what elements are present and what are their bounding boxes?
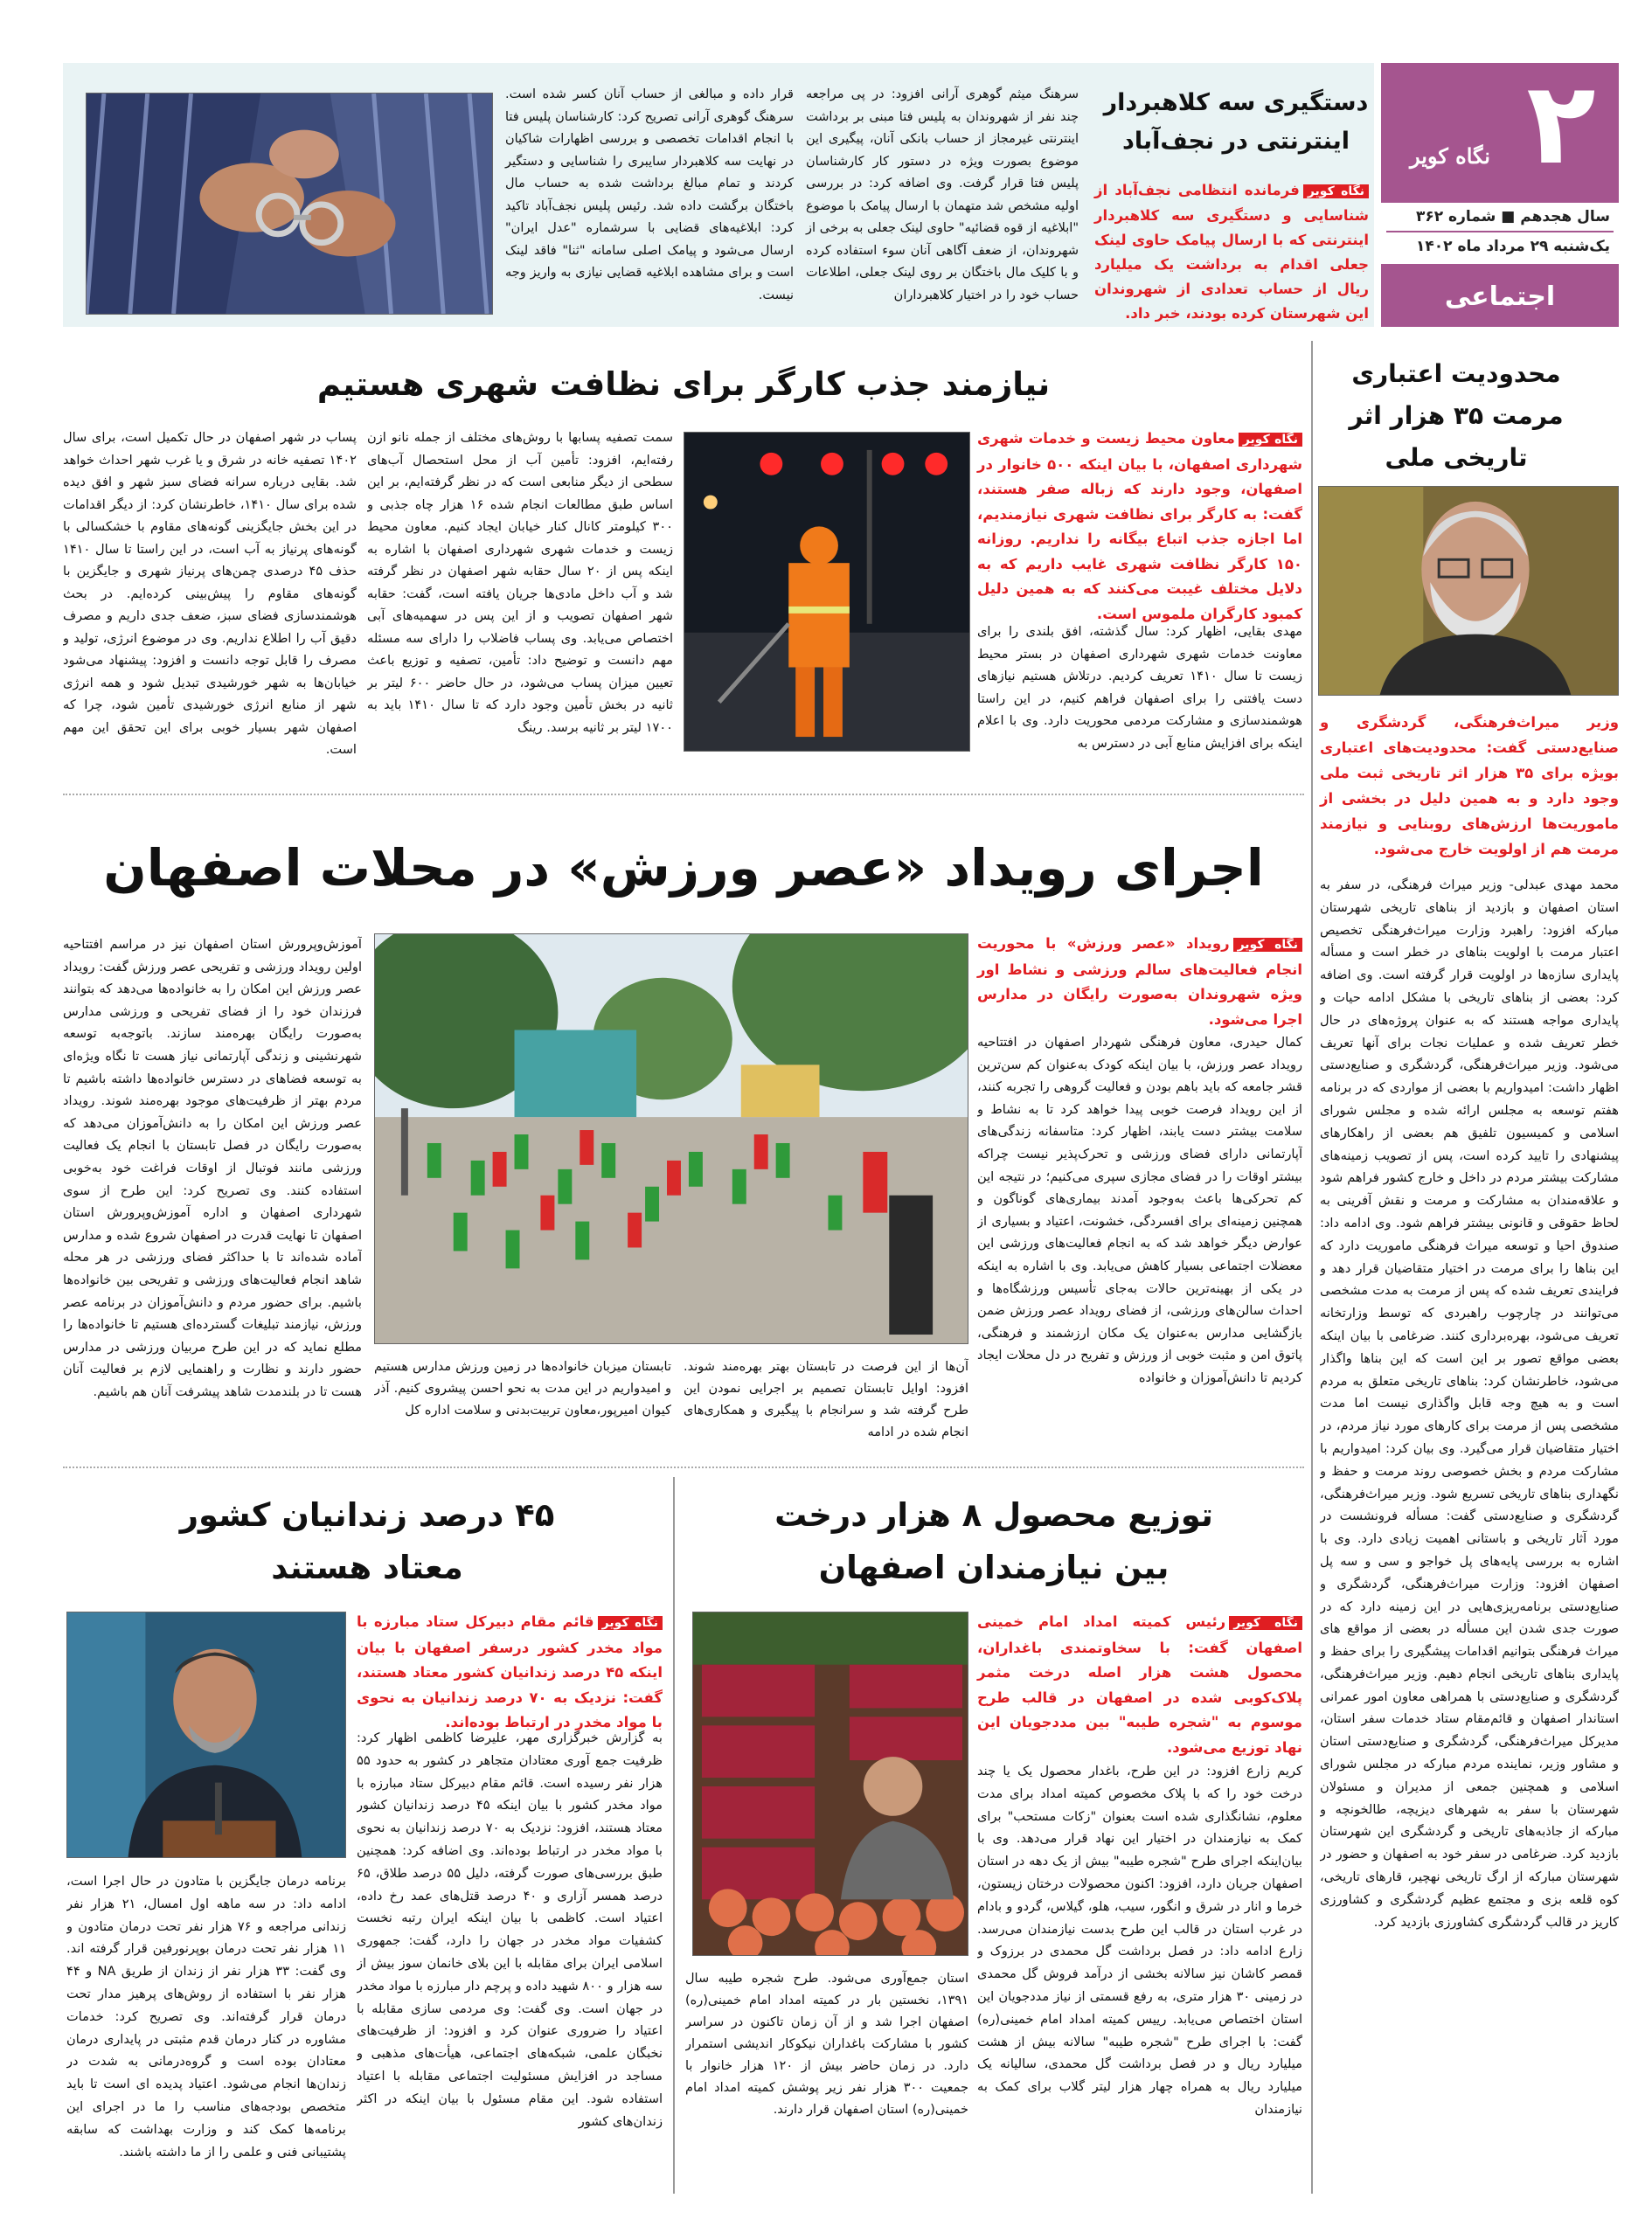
lead-text: فرمانده انتظامی نجف‌آباد از شناسایی و دستگیری سه کلاهبردار اینترنتی که با ارسال پیامک حاوی لینک جعلی اقدام به برداشت یک میلیارد ریال از حساب تعدادی از شهروندان این شهرستان کرده بودند، خبر داد. <box>1094 182 1369 322</box>
separator <box>63 794 1304 795</box>
source-tag: نگاه کویر <box>1233 938 1302 952</box>
lead-text: رویداد «عصر ورزش» با محوریت انجام فعالیت‌های سالم ورزشی و نشاط اور ویژه شهروندان به‌صورت رایگان در مدارس اجرا می‌شود. <box>977 935 1302 1028</box>
trees-title-line-1: توزیع محصول ۸ هزار درخت <box>774 1496 1213 1534</box>
source-tag: نگاه کویر <box>598 1616 663 1630</box>
page-number: ۲ <box>1526 57 1596 190</box>
source-tag: نگاه کویر <box>1229 1616 1302 1630</box>
issue-line-2: یک‌شنبه ۲۹ مرداد ماه ۱۴۰۲ <box>1416 238 1610 255</box>
source-tag: نگاه کویر <box>1239 433 1302 447</box>
lead-text: معاون محیط زیست و خدمات شهری شهرداری اصفهان، با بیان اینکه ۵۰۰ خانوار در اصفهان، وجود دارند که زباله صفر هستند، گفت: به کارگر برای نظافت شهری نیازمندیم، اما اجازه جذب اتباع بیگانه را نداریم. روزانه ۱۵۰ کارگر نظافت شهری غایب داریم که به دلایل مختلف غیبت می‌کنند که به همین دلیل کمبود کارگران ملموس است. <box>977 430 1302 622</box>
top-story-title: دستگیری سه کلاهبردار اینترنتی در نجف‌آباد <box>1103 89 1369 155</box>
top-story-col-2: قرار داده و مبالغی از حساب آنان کسر شده است. سرهنگ گوهری آرانی تصریح کرد: کارشناسان پلیس فتا با انجام اقدامات تخصصی و بررسی اظهارات شاکیان در نهایت سه کلاهبردار سایبری را شناسایی و دستگیر کردند و تمام مبالغ برداشت شده به حساب مال باختگان برگشت داده شد. رئیس پلیس نجف‌آباد تاکید کرد: ابلاغیه‌های قضایی با سرشماره "عدل ایران" ارسال می‌شود و پیامک اصلی سامانه "ثنا" فاقد لینک است و برای مشاهده ابلاغیه قضایی نیازی به واریز وجه نیست. <box>505 87 794 302</box>
cleaning-lead <box>977 426 1302 627</box>
prisoners-title-line-2: معتاد هستند <box>271 1549 463 1586</box>
sport-title: اجرای رویداد «عصر ورزش» در محلات اصفهان <box>103 838 1264 898</box>
trees-lead <box>977 1610 1302 1760</box>
arrest-photo <box>86 93 493 315</box>
prisoners-lead <box>357 1610 663 1736</box>
sidebar-title: محدودیت اعتباری مرمت ۳۵ هزار اثر تاریخی ملی <box>1349 359 1564 472</box>
sport-col-1: کمال حیدری، معاون فرهنگی شهردار اصفهان در افتتاحیه رویداد عصر ورزش، با بیان اینکه کودک به‌عنوان کم سن‌ترین قشر جامعه که باید باهم بودن و فعالیت گروهی را تجربه کنند، از این رویداد فرصت خوبی پیدا خواهد کرد تا به نشاط و سلامت بیشتر دست یابند، اظهار کرد: متاسفانه زندگی‌های آپارتمانی دارای فضای ورزشی و تحرک‌پذیر نیست چراکه بیشتر اوقات را در فضای مجازی سپری می‌کنیم؛ در نتیجه این کم تحرکی‌ها باعث به‌وجود آمدند بیماری‌های گوناگون و همچنین زمینه‌ای برای افسردگی، خشونت، اعتیاد و بسیاری از عوارض دیگر خواهد شد که به انجام فعالیت‌های ورزشی این معضلات اجتماعی بسیار کاهش می‌یابد. وی با اشاره به اینکه در یکی از بهینه‌ترین حالات به‌جای تأسیس ورزشگاه‌ها و احداث سالن‌های ورزشی، از فضای رویداد عصر ورزش ضمن بازگشایی مدارس به‌عنوان یک مکان ارزشمند و فرهنگی، پاتوق امن و مثبت خوبی از ورزش و تفریح در دل محلات ایجاد کردیم تا دانش‌آموزان و خانواده <box>977 1035 1302 1385</box>
prisoners-title-line-1: ۴۵ درصد زندانیان کشور <box>179 1496 555 1534</box>
issue-box <box>1381 203 1619 264</box>
cleaning-col-1: مهدی بقایی، اظهار کرد: سال گذشته، افق بلندی را برای معاونت خدمات شهری شهرداری اصفهان در بستر محیط زیست تا سال ۱۴۱۰ تعریف کردیم. درتلاش هستیم نیازهای دست یافتنی را برای اصفهان فراهم کنیم، در این راستا هوشمندسازی و مشارکت مردمی محوریت دارد. وی با اعلام اینکه برای افزایش منابع آبی در دسترس به <box>977 624 1302 751</box>
prisoners-col-2: برنامه درمان جایگزین با متادون در حال اجرا است، ادامه داد: در سه ماهه اول امسال، ۲۱ هزار نفر زندانی مراجعه و ۷۶ هزار نفر تحت درمان متادون و ۱۱ هزار نفر تحت درمان بوپرنورفین قرار گرفته اند. وی گفت: ۳۳ هزار نفر از زندان از طریق NA و ۴۴ هزار نفر با استفاده از روش‌های پرهیز مدار تحت درمان قرار گرفته‌اند. وی تصریح کرد: خدمات مشاوره در کنار درمان قدم مثبتی در پایداری درمان معتادان بوده است و گروه‌درمانی به شدت در زندان‌ها انجام می‌شود. اعتیاد پدیده ای است تا باید متخصص بودجه‌های مناسب را ما در اجرای این برنامه‌ها کمک کند و وزارت بهداشت که سابقه پشتیبانی فنی و علمی را از ما داشته باشند. <box>66 1874 346 2160</box>
cleaning-col-3: پساب در شهر اصفهان در حال تکمیل است، برای سال ۱۴۰۲ تصفیه خانه در شرق و یا غرب شهر احداث خواهد شد. بقایی درباره سرانه فضای سبز شهر و افق دیده شده برای سال ۱۴۱۰، خاطرنشان کرد: از دیگر اقدامات در این بخش جایگزینی گونه‌های مقاوم با خشکسالی با گونه‌های پرنیاز به آب است، در این راستا تا سال ۱۴۱۰ حذف ۴۵ درصدی چمن‌های پرنیاز شهری و جایگزین با گونه‌های مقاوم را پیش‌بینی کرده‌ایم. در بحث هوشمندسازی فضای سبز، ضعف جدی داریم و مصرف دقیق آب را اطلاع نداریم. وی در موضوع انرژی، تولید و مصرف را قابل توجه دانست و افزود: پیشنهاد می‌شود خیابان‌ها به شهر خورشیدی تبدیل شود و همه انرژی شهر از منابع انرژی خورشیدی تأمین شود، چرا که اصفهان شهر بسیار خوبی برای این تحقق این مهم است. <box>63 430 357 757</box>
top-story-col-1: سرهنگ میثم گوهری آرانی افزود: در پی مراجعه چند نفر از شهروندان به پلیس فتا مبنی بر برداشت اینترنتی غیرمجاز از حساب بانکی آنان، پیگیری این موضوع بصورت ویژه در دستور کار کارشناسان پلیس فتا قرار گرفت. وی اضافه کرد: در بررسی اولیه مشخص شد متهمان با ارسال پیامک با موضوع "ابلاغیه از قوه قضائیه" حاوی لینک جعلی به برخی از شهروندان، از ضعف آگاهی آنان سوء استفاده کرده و با کلیک مال باختگان بر روی لینک جعلی، اطلاعات حساب خود را در اختیار کلاهبرداران <box>806 87 1079 302</box>
issue-line-1: سال هجدهم ■ شماره ۳۶۲ <box>1415 208 1610 225</box>
logo: نگاه کویر <box>1410 143 1490 169</box>
trees-col-2: استان جمع‌آوری می‌شود. طرح شجره طیبه سال ۱۳۹۱، نخستین بار در کمیته امداد امام خمینی(ره) اصفهان اجرا شد و از آن زمان تاکنون در سراسر کشور با مشارکت باغداران نیکوکار اندیشی استمرار دارد. در زمان حاضر بیش از ۱۲۰ هزار خانوار با جمعیت ۳۰۰ هزار نفر زیر پوشش کمیته امداد امام خمینی(ره) استان اصفهان قرار دارند. <box>685 1972 968 2117</box>
section-name: اجتماعی <box>1444 281 1556 312</box>
cleaning-title: نیازمند جذب کارگر برای نظافت شهری هستیم <box>316 365 1051 403</box>
lead-text: قائم مقام دبیرکل ستاد مبارزه با مواد مخدر کشور درسفر اصفهان با بیان اینکه ۴۵ درصد زندانیان کشور معتاد هستند، گفت: نزدیک به ۷۰ درصد زندانیان به نحوی با مواد مخدر در ارتباط بوده‌اند. <box>357 1613 663 1730</box>
sidebar-body: محمد مهدی عبدلی- وزیر میراث فرهنگی، در سفر به استان اصفهان و بازدید از بناهای تاریخی شهرستان مبارکه افزود: راهبرد وزارت میراث‌فرهنگی تخصیص اعتبار مرمت با اولویت بناهای در خطر است و مسأله پایداری سازه‌ها در اولویت قرار گرفته است. وی اضافه کرد: بعضی از بناهای تاریخی با مشکل ادامه حیات و پایداری مواجه هستند که به عنوان پروژه‌های در حال خطر تعریف شده و عملیات نجات برای آنها تعریف می‌شود. وزیر میراث‌فرهنگی، گردشگری و صنایع‌دستی اظهار داشت: امیدواریم با بعضی از مواردی که در برنامه هفتم توسعه به مجلس ارائه شده و مجلس شورای اسلامی و کمیسیون تلفیق هم بعضی از راهکارهای پیشنهادی را تایید کرده است، پس از تصویب زمینه‌های مشارکت بیشتر مردم در داخل و خارج کشور فراهم شود و علاقه‌مندان به مشارکت و مرمت و نقش آفرینی به لحاظ حقوقی و قانونی بیشتر فراهم شود. وی ادامه داد: صندوق احیا و توسعه میراث فرهنگی ماموریت دارد که این بناها را برای مرمت در اختیار متقاضیان قرار دهد و فرایندی تعریف شده که پس از مرمت به مدت مشخصی می‌توانند در چارچوب راهبردی که توسط وزارتخانه تعریف می‌شود، بهره‌برداری کنند. ضرغامی با بیان اینکه بعضی مواقع تصور بر این است که این بناها واگذار می‌شود، خاطرنشان کرد: بناهای تاریخی متعلق به مردم است و به هیچ وجه قابل واگذاری نیست اما مدت مشخصی پس از مرمت برای کارهای مورد نیاز مردم، در اختیار متقاضیان قرار می‌گیرد. وی بیان کرد: امیدواریم با مشارکت مردم و بخش خصوصی روند مرمت و حفظ و نگهداری بناهای تاریخی تسریع شود. وزیر میراث‌فرهنگی، گردشگری و صنایع‌دستی گفت: مسأله فرونشست در مورد آثار تاریخی و باستانی اهمیت زیادی دارد. وی با اشاره به بررسی پایه‌های پل خواجو و سی و سه پل اصفهان افزود: وزارت میراث‌فرهنگی، گردشگری و صنایع‌دستی برنامه‌ریزی‌هایی در این زمینه دارد که در صورت جدی شدن این مسأله در بعضی از مواقع های میراث فرهنگی بتوانیم اقدامات پیشگیری را برای حفظ و پایداری بناهای تاریخی انجام دهیم. وزیر میراث‌فرهنگی، گردشگری و صنایع‌دستی با همراهی معاون امور عمرانی استاندار اصفهان و قائم‌مقام ستاد خدمات سفر استان، مدیرکل میراث‌فرهنگی، گردشگری و صنایع‌دستی استان و مشاور وزیر، نماینده مردم مبارکه در مجلس شورای اسلامی و همچنین جمعی از مدیران و مسئولان شهرستان با سفر به شهرهای دیزیچه، طالخونچه و مبارکه از جاذبه‌های تاریخی و گردشگری این شهرستان بازدید کرد. ضرغامی در سفر خود به اصفهان و حضور در شهرستان مبارکه از ارگ تاریخی نهچیر، قارهای تاریخی، کوه قلعه بزی و مجتمع عظیم گردشگری و کشاورزی کاریز در قالب گردشگری کشاورزی بازدید کرد. <box>1320 877 1619 1930</box>
trees-col-1: کریم زارع افزود: در این طرح، باغدار محصول یک یا چند درخت خود را که با پلاک مخصوص کمیته امداد برای مدت معلوم، نشانگذاری شده است بعنوان "زکات مستحب" برای کمک به نیازمندان در اختیار این نهاد قرار می‌دهد. وی با بیان‌اینکه اجرای طرح "شجره طیبه" بیش از یک دهه در استان اصفهان جریان دارد، افزود: اکنون محصولات درختان زیستون، خرما و انار در شرق و انگور، سیب، هلو، گیلاس، گردو و بادام در غرب استان در قالب این طرح بدست نیازمندان می‌رسد. زارع ادامه داد: در فصل برداشت گل محمدی در برزوک و قمصر کاشان نیز سالانه بخشی از درآمد فروش گل محمدی در زمینی ۳۰ هزار متری، به رفع قسمتی از نیاز مددجویان این استان اختصاص می‌یابد. رییس کمیته امداد امام خمینی(ره) گفت: با اجرای طرح "شجره طیبه" سالانه بیش از هشت میلیارد ریال و در فصل برداشت گل محمدی، سالیانه یک میلیارد ریال به همراه چهار هزار لیتر گلاب برای کمک به نیازمندان <box>977 1764 1302 2117</box>
sport-lead <box>977 932 1302 1032</box>
sport-col-3: تابستان میزبان خانواده‌ها در زمین ورزش مدارس هستیم و امیدواریم در این مدت به نحو احسن پیشروی کنیم. آذر کیوان امیرپور،معاون تربیت‌بدنی و سلامت اداره کل <box>374 1360 671 1418</box>
masthead <box>1381 57 1619 327</box>
separator <box>63 1467 1304 1468</box>
lead-text: رئیس کمیته امداد امام خمینی اصفهان گفت: با سخاوتمندی باغداران، محصول هشت هزار اصله درخت مثمر پلاک‌کوبی شده در اصفهان در قالب طرح موسوم به "شجره طیبه" بین مددجویان این نهاد توزیع می‌شود. <box>977 1613 1302 1756</box>
sports-event-photo <box>374 933 968 1344</box>
sport-col-4: آموزش‌وپرورش استان اصفهان نیز در مراسم افتتاحیه اولین رویداد ورزشی و تفریحی عصر ورزش گفت: رویداد عصر ورزش این امکان را به خانواده‌ها می‌دهد که بتوانند فرزندان خود را از فضای تفریحی و ورزشی مدارس به‌صورت رایگان بهره‌مند سازند. باتوجه‌به توسعه شهرنشینی و زندگی آپارتمانی نیاز هست تا نگاه ویژه‌ای به توسعه فضاهای در دسترس خانواده‌ها داشته باشیم تا مردم بهتر از ظرفیت‌های موجود بهره‌مند شوند. رویداد عصر ورزش این امکان را به دانش‌آموزان می‌دهد که به‌صورت رایگان در فصل تابستان با انجام یک فعالیت ورزشی مانند فوتبال از اوقات فراغت خود به‌خوبی استفاده کنند. وی تصریح کرد: این طرح از سوی شهرداری اصفهان و اداره آموزش‌وپرورش استان اصفهان تا نهایت قدرت در اصفهان شروع شده و مدارس آماده شده‌اند تا با حداکثر فضای ورزشی در هر محله شاهد انجام فعالیت‌های ورزشی و تفریحی بین خانواده‌ها باشیم. برای حضور مردم و دانش‌آموزان در برنامه عصر ورزش، نیازمند تبلیغات گسترده‌ای هستیم تا خانواده‌ها را مطلع نماید که در این طرح مربیان ورزشی در مدارس حضور دارند و نظارت و راهنمایی لازم بر فعالیت آنان هست تا در بلندمدت شاهد پیشرفت آنان هم باشیم. <box>63 937 362 1399</box>
sidebar-lead: وزیر میراث‌فرهنگی، گردشگری و صنایع‌دستی گفت: محدودیت‌های اعتباری بویژه برای ۳۵ هزار اثر تاریخی ثبت ملی وجود دارد و به همین دلیل در بخشی از ماموریت‌ها ارزش‌های روبنایی و نیازمند مرمت هم از اولویت خارج می‌شود. <box>1320 714 1619 857</box>
top-story-lead <box>1094 178 1369 326</box>
trees-title-line-2: بین نیازمندان اصفهان <box>818 1549 1170 1586</box>
cleaning-col-2: سمت تصفیه پسابها با روش‌های مختلف از جمله نانو ازن رفته‌ایم، افزود: تأمین آب از محل استحصال آب‌های سطحی از دیگر منابعی است که در نظر گرفته‌ایم، بر این اساس طبق مطالعات انجام شده ۱۶ هزار چاه جذبی و ۳۰۰ کیلومتر کانال کنار خیابان ایجاد کنیم. معاون محیط زیست و خدمات شهری شهرداری اصفهان با اشاره به اینکه پس از ۲۰ سال حقابه شهر اصفهان در نظر گرفته شد و آب داخل مادی‌ها جریان یافته است، گفت: حقابه شهر اصفهان تصویب و از این پس در سهمیه‌های آبی اختصاص می‌یابد. وی پساب فاضلاب را دارای سه مسئله مهم دانست و توضیح داد: تأمین، تصفیه و توزیع باعث تعیین میزان پساب می‌شود، در حال حاضر ۶۰۰ لیتر بر ثانیه در بخش تأمین وجود دارد که تا سال ۱۴۱۰ باید به ۱۷۰۰ لیتر بر ثانیه برسد. رینگ <box>367 430 673 735</box>
column-divider <box>1311 341 1313 2194</box>
column-divider <box>673 1477 675 2194</box>
fruit-harvest-photo <box>692 1612 968 1956</box>
official-portrait <box>66 1612 346 1858</box>
source-tag: نگاه کویر <box>1303 184 1369 198</box>
sport-col-2: آن‌ها از این فرصت در تابستان بهتر بهره‌مند شوند. افزود: اوایل تابستان تصمیم بر اجرایی نمودن این طرح گرفته شد و سرانجام با پیگیری و همکاری‌های انجام شده در ادامه <box>684 1360 968 1439</box>
street-cleaner-photo <box>684 432 970 752</box>
minister-portrait <box>1318 486 1619 696</box>
prisoners-col-1: به گزارش خبرگزاری مهر، علیرضا کاظمی اظهار کرد: ظرفیت جمع آوری معتادان متجاهر در کشور به حدود ۵۵ هزار نفر رسیده است. قائم مقام دبیرکل ستاد مبارزه با مواد مخدر کشور با بیان اینکه ۴۵ درصد زندانیان کشور معتاد هستند، افزود: نزدیک به ۷۰ درصد زندانیان به نحوی با مواد مخدر در ارتباط بوده‌اند. وی اضافه کرد: همچنین طبق بررسی‌های صورت گرفته، دلیل ۵۵ درصد طلاق، ۶۵ درصد همسر آزاری و ۴۰ درصد قتل‌های عمد رخ داده، اعتیاد است. کاظمی با بیان اینکه ایران رتبه نخست کشفیات مواد مخدر در جهان را دارد، گفت: جمهوری اسلامی ایران برای مقابله با این بلای خانمان سوز بیش از سه هزار و ۸۰۰ شهید داده و پرچم دار مبارزه با مواد مخدر در جهان است. وی گفت: وی مردمی سازی مقابله با اعتیاد را ضروری عنوان کرد و افزود: از ظرفیت‌های نخبگان علمی، شبکه‌های اجتماعی، هیأت‌های مذهبی و مساجد در افزایش مسئولیت اجتماعی مقابله با اعتیاد استفاده شود. این مقام مسئول با بیان اینکه در اکثر زندان‌های کشور <box>357 1730 663 2129</box>
